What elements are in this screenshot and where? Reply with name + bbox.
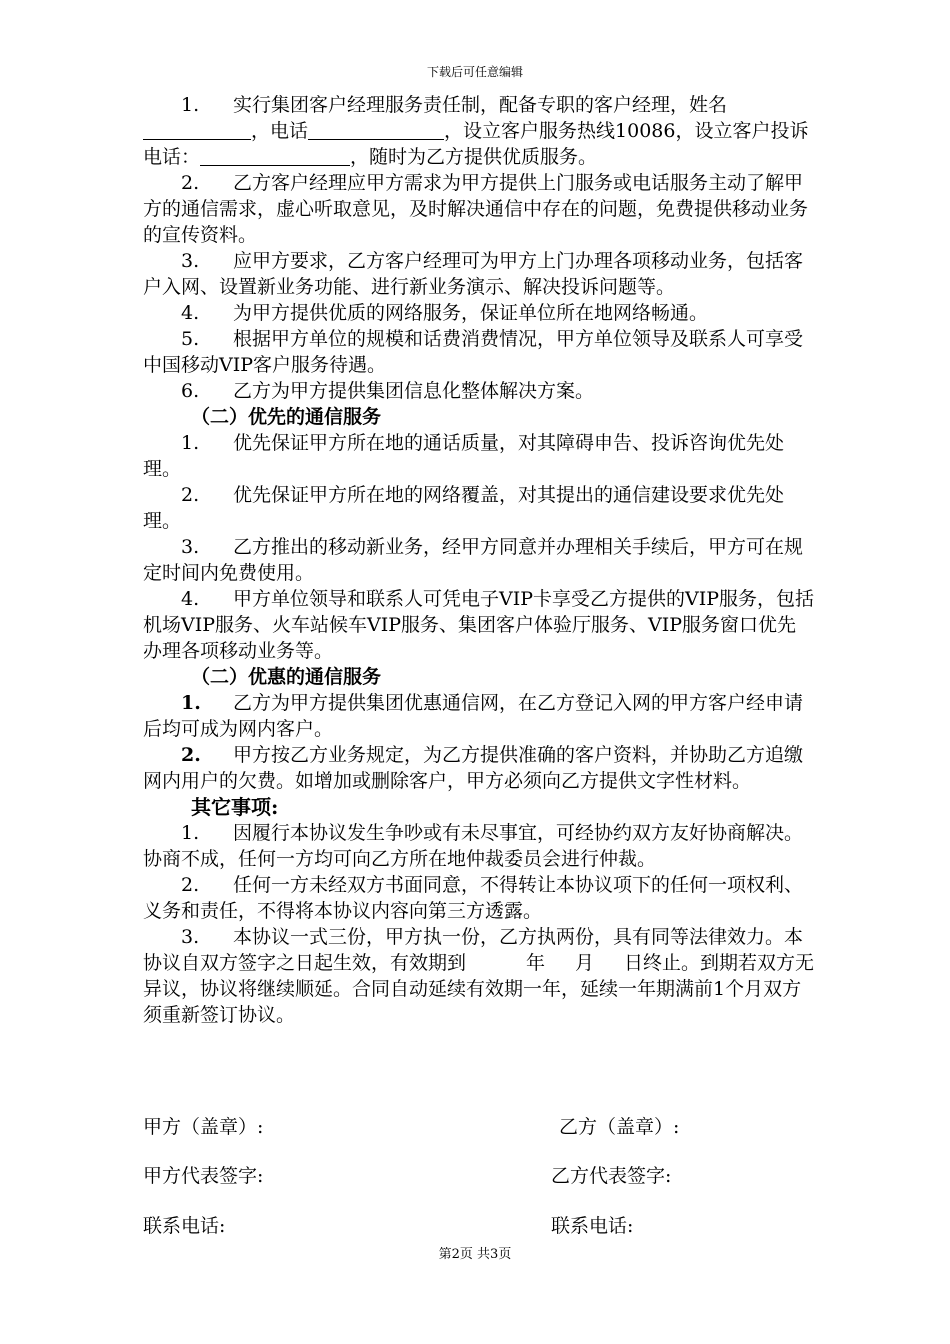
complaint-phone-blank <box>200 147 350 166</box>
clause-text: 乙方推出的移动新业务，经甲方同意并办理相关手续后，甲方可在规定时间内免费使用。 <box>143 536 804 584</box>
clause-number: 1. <box>181 692 201 714</box>
clause-1-4 <box>143 300 815 326</box>
clause-text: 甲方按乙方业务规定，为乙方提供准确的客户资料，并协助乙方追缴网内用户的欠费。如增加或删除客户，甲方必须向乙方提供文字性材料。 <box>143 744 804 792</box>
clause-text: 日终止。到期若双方无异议，协议将继续顺延。合同自动延续有效期一年，延续一年期满前1个月双方须重新签订协议。 <box>143 952 815 1026</box>
clause-number: 3. <box>181 926 200 948</box>
clause-text: 根据甲方单位的规模和话费消费情况，甲方单位领导及联系人可享受中国移动VIP客户服务待遇。 <box>143 328 804 376</box>
clause-number: 2. <box>181 874 200 896</box>
clause-number: 3. <box>181 536 200 558</box>
clause-number: 6. <box>181 380 200 402</box>
clause-text: 实行集团客户经理服务责任制，配备专职的客户经理，姓名 <box>233 94 728 116</box>
clause-number: 5. <box>181 328 200 350</box>
clause-2-4 <box>143 586 815 664</box>
clause-4-3 <box>143 924 815 1028</box>
clause-1-3 <box>143 248 815 300</box>
clause-text: 本协议一式三份，甲方执一份，乙方执两份，具有同等法律效力。本协议自双方签字之日起生效，有效期到 <box>143 926 804 974</box>
month-label: 月 <box>575 952 595 974</box>
clause-1-6 <box>143 378 815 404</box>
clause-text: 因履行本协议发生争吵或有未尽事宜，可经协约双方友好协商解决。协商不成，任何一方均可向乙方所在地仲裁委员会进行仲裁。 <box>143 822 804 870</box>
clause-number: 1. <box>181 822 200 844</box>
clause-number: 4. <box>181 302 200 324</box>
year-label: 年 <box>526 952 546 974</box>
party-b-seal-label: 乙方（盖章）: <box>559 1116 680 1138</box>
party-a-rep-label: 甲方代表签字: <box>143 1165 264 1187</box>
clause-3-1 <box>143 690 815 742</box>
clause-text: ，电话 <box>251 120 309 142</box>
clause-text: 任何一方未经双方书面同意，不得转让本协议项下的任何一项权利、义务和责任，不得将本协议内容向第三方透露。 <box>143 874 804 922</box>
clause-4-1 <box>143 820 815 872</box>
clause-1-2 <box>143 170 815 248</box>
party-b-rep-label: 乙方代表签字: <box>551 1165 672 1187</box>
clause-2-2 <box>143 482 815 534</box>
clause-text: ，设立客户服务热线10086，设立客户投诉电话： <box>143 120 809 168</box>
party-a-seal-label: 甲方（盖章）: <box>143 1116 264 1138</box>
page-footer: 第2页 共3页 <box>438 1247 512 1262</box>
clause-1-1 <box>143 92 815 170</box>
clause-2-1 <box>143 430 815 482</box>
name-blank <box>143 121 251 140</box>
clause-number: 2. <box>181 744 201 766</box>
party-b-phone-label: 联系电话: <box>551 1215 634 1237</box>
clause-text: 优先保证甲方所在地的网络覆盖，对其提出的通信建设要求优先处理。 <box>143 484 785 532</box>
clause-text: ，随时为乙方提供优质服务。 <box>350 146 598 168</box>
clause-number: 2. <box>181 172 200 194</box>
clause-number: 2. <box>181 484 200 506</box>
clause-text: 为甲方提供优质的网络服务，保证单位所在地网络畅通。 <box>233 302 709 324</box>
clause-number: 3. <box>181 250 200 272</box>
clause-text: 乙方客户经理应甲方需求为甲方提供上门服务或电话服务主动了解甲方的通信需求，虚心听取意见，及时解决通信中存在的问题，免费提供移动业务的宣传资料。 <box>143 172 809 246</box>
clause-1-5 <box>143 326 815 378</box>
phone-blank <box>308 121 444 140</box>
clause-text: 乙方为甲方提供集团优惠通信网，在乙方登记入网的甲方客户经申请后均可成为网内客户。 <box>143 692 804 740</box>
section-heading-priority: （二）优先的通信服务 <box>191 406 382 428</box>
section-heading-discount: （二）优惠的通信服务 <box>191 666 382 688</box>
clause-3-2 <box>143 742 815 794</box>
clause-text: 优先保证甲方所在地的通话质量，对其障碍申告、投诉咨询优先处理。 <box>143 432 785 480</box>
page-header: 下载后可任意编辑 <box>426 65 523 79</box>
section-heading-other: 其它事项: <box>191 795 279 819</box>
contract-body <box>143 92 815 1028</box>
clause-4-2 <box>143 872 815 924</box>
clause-text: 乙方为甲方提供集团信息化整体解决方案。 <box>233 380 595 402</box>
clause-number: 1. <box>181 432 200 454</box>
clause-text: 甲方单位领导和联系人可凭电子VIP卡享受乙方提供的VIP服务，包括机场VIP服务、火车站候车VIP服务、集团客户体验厅服务、VIP服务窗口优先办理各项移动业务等。 <box>143 588 815 662</box>
party-a-phone-label: 联系电话: <box>143 1215 226 1237</box>
clause-2-3 <box>143 534 815 586</box>
clause-number: 4. <box>181 588 200 610</box>
clause-text: 应甲方要求，乙方客户经理可为甲方上门办理各项移动业务，包括客户入网、设置新业务功能、进行新业务演示、解决投诉问题等。 <box>143 250 804 298</box>
clause-number: 1. <box>181 94 200 116</box>
